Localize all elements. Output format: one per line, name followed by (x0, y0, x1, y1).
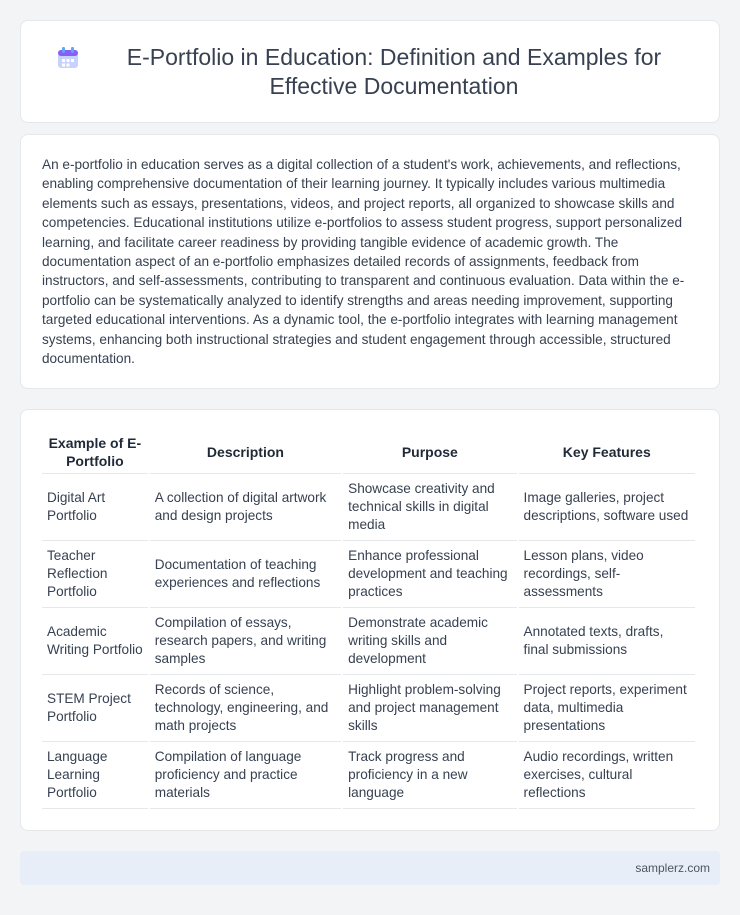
table-cell-description: Compilation of essays, research papers, and writing samples (150, 608, 341, 675)
column-header-example: Example of E-Portfolio (42, 430, 148, 474)
intro-paragraph: An e-portfolio in education serves as a digital collection of a student's work, achievements, and reflections, enabling comprehensive documentation of their learning journey. It typically includes various multimedia elements such as essays, presentations, videos, and project reports, all organized to showcase skills and competencies. Educational institutions utilize e-portfolios to assess student progress, support personalized learning, and facilitate career readiness by providing tangible evidence of academic growth. The documentation aspect of an e-portfolio emphasizes detailed records of assignments, feedback from instructors, and self-assessments, contributing to transparent and continuous evaluation. Data within the e-portfolio can be systematically analyzed to identify strengths and areas needing improvement, supporting targeted educational interventions. As a dynamic tool, the e-portfolio integrates with learning management systems, enhancing both instructional strategies and student engagement through accessible, structured documentation. (42, 157, 685, 367)
table-cell-example: Academic Writing Portfolio (42, 608, 148, 675)
table-row (42, 742, 695, 809)
column-header-purpose: Purpose (343, 430, 516, 474)
calendar-icon (56, 46, 80, 70)
table-cell-key-features: Annotated texts, drafts, final submissions (519, 608, 695, 675)
header-card (20, 20, 720, 123)
footer-site-link[interactable]: samplerz.com (635, 861, 710, 875)
table-cell-purpose: Demonstrate academic writing skills and development (343, 608, 516, 675)
header (56, 43, 684, 101)
table-cell-example: Teacher Reflection Portfolio (42, 541, 148, 608)
table-cell-description: Documentation of teaching experiences and reflections (150, 541, 341, 608)
table-row (42, 541, 695, 608)
table-cell-purpose: Highlight problem-solving and project management skills (343, 675, 516, 742)
table-row (42, 474, 695, 541)
table-card (20, 409, 720, 831)
table-cell-key-features: Lesson plans, video recordings, self-assessments (519, 541, 695, 608)
table-cell-example: STEM Project Portfolio (42, 675, 148, 742)
examples-table (40, 430, 697, 809)
page-title: E-Portfolio in Education: Definition and Examples for Effective Documentation (126, 43, 662, 99)
column-header-key-features: Key Features (519, 430, 695, 474)
table-cell-example: Digital Art Portfolio (42, 474, 148, 541)
table-cell-purpose: Enhance professional development and teaching practices (343, 541, 516, 608)
table-header-row (42, 430, 695, 474)
column-header-description: Description (150, 430, 341, 474)
table-cell-key-features: Project reports, experiment data, multimedia presentations (519, 675, 695, 742)
table-row (42, 608, 695, 675)
intro-card (20, 134, 720, 389)
table-cell-key-features: Image galleries, project descriptions, software used (519, 474, 695, 541)
table-cell-description: Compilation of language proficiency and practice materials (150, 742, 341, 809)
table-cell-example: Language Learning Portfolio (42, 742, 148, 809)
table-cell-purpose: Track progress and proficiency in a new language (343, 742, 516, 809)
table-row (42, 675, 695, 742)
table-cell-purpose: Showcase creativity and technical skills in digital media (343, 474, 516, 541)
table-cell-key-features: Audio recordings, written exercises, cultural reflections (519, 742, 695, 809)
footer (20, 851, 720, 885)
table-cell-description: A collection of digital artwork and design projects (150, 474, 341, 541)
table-cell-description: Records of science, technology, engineering, and math projects (150, 675, 341, 742)
